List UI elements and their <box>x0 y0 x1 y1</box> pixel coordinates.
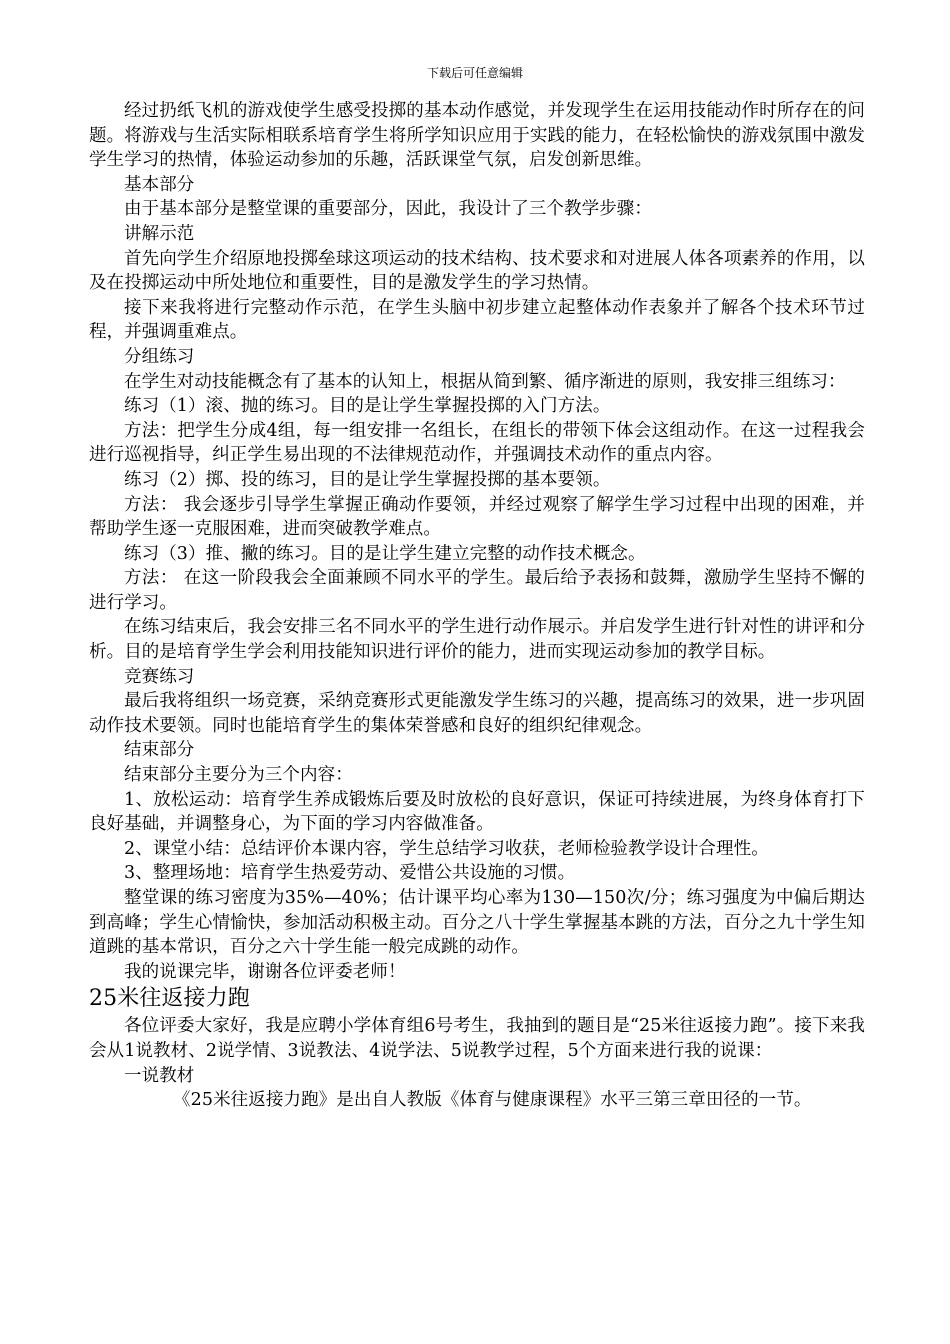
paragraph: 由于基本部分是整堂课的重要部分，因此，我设计了三个教学步骤： <box>124 199 652 220</box>
subheading-group-practice: 分组练习 <box>124 346 195 367</box>
subheading-textbook: 一说教材 <box>124 1065 195 1086</box>
paragraph: 各位评委大家好，我是应聘小学体育组6号考生，我抽到的题目是“25米往返接力跑”。接下来我会从1说教材、2说学情、3说教法、4说学法、5说教学过程，5个方面来进行我的说课： <box>89 1016 865 1061</box>
section-heading-ending-part: 结束部分 <box>124 740 195 761</box>
paragraph: 在学生对动技能概念有了基本的认知上，根据从简到繁、循序渐进的原则，我安排三组练习： <box>124 371 846 392</box>
section-heading-basic-part: 基本部分 <box>124 174 195 195</box>
document-body <box>89 99 865 1113</box>
section-title: 25米往返接力跑 <box>89 986 250 1012</box>
paragraph: 结束部分主要分为三个内容： <box>124 765 353 786</box>
paragraph: 练习（2）掷、投的练习，目的是让学生掌握投掷的基本要领。 <box>124 469 611 490</box>
paragraph: 方法： 在这一阶段我会全面兼顾不同水平的学生。最后给予表扬和鼓舞，激励学生坚持不懈的进行学习。 <box>89 568 865 613</box>
paragraph: 在练习结束后，我会安排三名不同水平的学生进行动作展示。并启发学生进行针对性的讲评和分析。目的是培育学生学会利用技能知识进行评价的能力，进而实现运动参加的教学目标。 <box>89 617 865 663</box>
paragraph: 最后我将组织一场竞赛，采纳竞赛形式更能激发学生练习的兴趣，提高练习的效果，进一步巩固动作技术要领。同时也能培育学生的集体荣誉感和良好的组织纪律观念。 <box>89 691 865 736</box>
paragraph: 我的说课完毕，谢谢各位评委老师！ <box>124 961 406 982</box>
paragraph: 方法： 我会逐步引导学生掌握正确动作要领，并经过观察了解学生学习过程中出现的困难，并帮助学生逐一克服困难，进而突破教学难点。 <box>89 494 865 540</box>
paragraph: 方法：把学生分成4组，每一组安排一名组长，在组长的带领下体会这组动作。在这一过程我会进行巡视指导，纠正学生易出现的不法律规范动作，并强调技术动作的重点内容。 <box>89 420 865 466</box>
paragraph: 《25米往返接力跑》是出自人教版《体育与健康课程》水平三第三章田径的一节。 <box>173 1090 812 1111</box>
paragraph: 接下来我将进行完整动作示范，在学生头脑中初步建立起整体动作表象并了解各个技术环节过程，并强调重难点。 <box>89 297 865 343</box>
paragraph: 经过扔纸飞机的游戏使学生感受投掷的基本动作感觉，并发现学生在运用技能动作时所存在的问题。将游戏与生活实际相联系培育学生将所学知识应用于实践的能力，在轻松愉快的游戏氛围中激发学生学习的热情，体验运动参加的乐趣，活跃课堂气氛，启发创新思维。 <box>89 101 865 171</box>
paragraph: 整堂课的练习密度为35%—40%；估计课平均心率为130—150次/分；练习强度为中偏后期达到高峰；学生心情愉快，参加活动积极主动。百分之八十学生掌握基本跳的方法，百分之九十学生知道跳的基本常识，百分之六十学生能一般完成跳的动作。 <box>89 888 865 958</box>
subheading-demonstration: 讲解示范 <box>124 223 195 244</box>
paragraph: 练习（1）滚、抛的练习。目的是让学生掌握投掷的入门方法。 <box>124 396 611 417</box>
paragraph: 1、放松运动：培育学生养成锻炼后要及时放松的良好意识，保证可持续进展，为终身体育打下良好基础，并调整身心，为下面的学习内容做准备。 <box>89 789 865 835</box>
header-note: 下载后可任意编辑 <box>426 66 523 80</box>
subheading-competition-practice: 竞赛练习 <box>124 666 195 687</box>
paragraph: 3、整理场地：培育学生热爱劳动、爱惜公共设施的习惯。 <box>124 863 576 884</box>
paragraph: 练习（3）推、撇的练习。目的是让学生建立完整的动作技术概念。 <box>124 543 646 564</box>
paragraph: 2、课堂小结：总结评价本课内容，学生总结学习收获，老师检验教学设计合理性。 <box>124 838 769 859</box>
paragraph: 首先向学生介绍原地投掷垒球这项运动的技术结构、技术要求和对进展人体各项素养的作用，以及在投掷运动中所处地位和重要性，目的是激发学生的学习热情。 <box>89 248 865 294</box>
